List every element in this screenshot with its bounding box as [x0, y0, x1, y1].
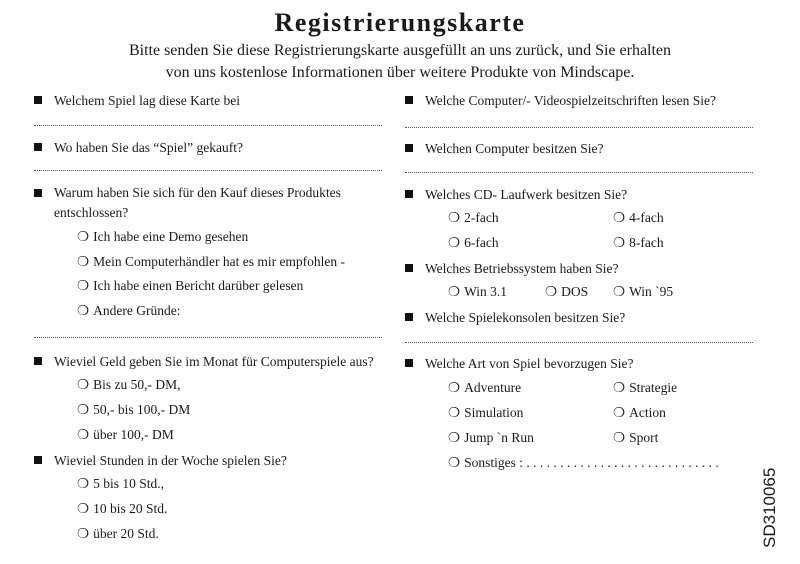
bullet-square-icon: [405, 264, 413, 272]
card-title: Registrierungskarte: [274, 8, 526, 37]
checkbox-circle-icon[interactable]: ❍: [613, 284, 626, 299]
option-genre-adventure[interactable]: [448, 380, 521, 396]
option-genre-simulation[interactable]: [448, 405, 523, 421]
question-magazines: [405, 91, 716, 111]
option-os-win31[interactable]: [448, 284, 507, 300]
option-label: über 20 Std.: [93, 526, 159, 541]
option-hours-1[interactable]: [77, 476, 164, 492]
option-os-win95[interactable]: [613, 284, 673, 300]
answer-line[interactable]: [34, 125, 382, 126]
option-label: 50,- bis 100,- DM: [93, 402, 191, 417]
intro-line-1: Bitte senden Sie diese Registrierungskarte ausgefüllt an uns zurück, und Sie erhalten: [128, 42, 672, 59]
question-label: Warum haben Sie sich für den Kauf dieses Produktes entschlossen?: [54, 185, 341, 220]
bullet-square-icon: [405, 144, 413, 152]
option-label: Simulation: [464, 405, 524, 420]
question-genre: [405, 354, 633, 374]
option-reason-demo[interactable]: [77, 229, 248, 245]
question-label: Welchem Spiel lag diese Karte bei: [54, 93, 240, 108]
answer-line[interactable]: [34, 337, 382, 338]
question-consoles: [405, 308, 625, 328]
bullet-square-icon: [34, 143, 42, 151]
option-os-dos[interactable]: [545, 284, 588, 300]
checkbox-circle-icon[interactable]: ❍: [77, 278, 90, 293]
question-os: [405, 259, 618, 279]
option-cd-8x[interactable]: [613, 235, 664, 251]
option-hours-2[interactable]: [77, 501, 167, 517]
option-hours-3[interactable]: [77, 526, 159, 542]
checkbox-circle-icon[interactable]: ❍: [448, 405, 461, 420]
option-cd-4x[interactable]: [613, 210, 664, 226]
question-label: Wo haben Sie das “Spiel” gekauft?: [54, 140, 243, 155]
question-label: Welchen Computer besitzen Sie?: [425, 141, 604, 156]
answer-line[interactable]: [405, 172, 753, 173]
question-game: [34, 91, 240, 111]
option-label: Win 3.1: [464, 284, 508, 299]
bullet-square-icon: [34, 357, 42, 365]
option-label: 6-fach: [464, 235, 499, 250]
checkbox-circle-icon[interactable]: ❍: [613, 405, 626, 420]
question-store: [34, 138, 243, 158]
option-label: über 100,- DM: [93, 427, 174, 442]
checkbox-circle-icon[interactable]: ❍: [448, 430, 461, 445]
product-code: SD310065: [760, 467, 779, 548]
option-budget-1[interactable]: [77, 377, 180, 393]
checkbox-circle-icon[interactable]: ❍: [613, 380, 626, 395]
bullet-square-icon: [405, 313, 413, 321]
option-label: 8-fach: [629, 235, 664, 250]
bullet-square-icon: [34, 189, 42, 197]
checkbox-circle-icon[interactable]: ❍: [545, 284, 558, 299]
option-label: Mein Computerhändler hat es mir empfohlen -: [93, 254, 346, 269]
bullet-square-icon: [405, 96, 413, 104]
option-label: Action: [629, 405, 666, 420]
checkbox-circle-icon[interactable]: ❍: [77, 526, 90, 541]
option-label: Bis zu 50,- DM,: [93, 377, 181, 392]
option-reason-review[interactable]: [77, 278, 303, 294]
checkbox-circle-icon[interactable]: ❍: [77, 427, 90, 442]
option-label: Adventure: [464, 380, 522, 395]
answer-line[interactable]: [34, 170, 382, 171]
option-genre-jumpnrun[interactable]: [448, 430, 534, 446]
option-label: Sonstiges : . . . . . . . . . . . . . . . . . . . . . . . . . . . . .: [464, 455, 719, 470]
option-genre-strategy[interactable]: [613, 380, 677, 396]
checkbox-circle-icon[interactable]: ❍: [77, 303, 90, 318]
option-label: Ich habe einen Bericht darüber gelesen: [93, 278, 304, 293]
checkbox-circle-icon[interactable]: ❍: [448, 455, 461, 470]
option-budget-3[interactable]: [77, 427, 174, 443]
question-hours: [34, 451, 287, 471]
option-label: Jump `n Run: [464, 430, 534, 445]
question-label: Welches CD- Laufwerk besitzen Sie?: [425, 187, 628, 202]
option-label: 4-fach: [629, 210, 664, 225]
option-budget-2[interactable]: [77, 402, 190, 418]
option-label: 5 bis 10 Std.,: [93, 476, 164, 491]
question-label: Welches Betriebssystem haben Sie?: [425, 261, 619, 276]
option-label: DOS: [561, 284, 589, 299]
option-cd-2x[interactable]: [448, 210, 499, 226]
option-reason-dealer[interactable]: [77, 254, 345, 270]
checkbox-circle-icon[interactable]: ❍: [448, 284, 461, 299]
answer-line[interactable]: [405, 127, 753, 128]
checkbox-circle-icon[interactable]: ❍: [77, 476, 90, 491]
option-label: Strategie: [629, 380, 678, 395]
checkbox-circle-icon[interactable]: ❍: [613, 210, 626, 225]
question-label: Welche Art von Spiel bevorzugen Sie?: [425, 356, 634, 371]
checkbox-circle-icon[interactable]: ❍: [77, 254, 90, 269]
bullet-square-icon: [34, 96, 42, 104]
option-genre-other[interactable]: [448, 455, 719, 471]
option-label: Sport: [629, 430, 659, 445]
checkbox-circle-icon[interactable]: ❍: [613, 430, 626, 445]
checkbox-circle-icon[interactable]: ❍: [77, 377, 90, 392]
checkbox-circle-icon[interactable]: ❍: [448, 380, 461, 395]
checkbox-circle-icon[interactable]: ❍: [77, 229, 90, 244]
option-label: Win `95: [629, 284, 674, 299]
bullet-square-icon: [34, 456, 42, 464]
option-label: 10 bis 20 Std.: [93, 501, 168, 516]
question-label: Wieviel Geld geben Sie im Monat für Computerspiele aus?: [54, 354, 374, 369]
option-cd-6x[interactable]: [448, 235, 499, 251]
bullet-square-icon: [405, 359, 413, 367]
checkbox-circle-icon[interactable]: ❍: [613, 235, 626, 250]
checkbox-circle-icon[interactable]: ❍: [77, 501, 90, 516]
checkbox-circle-icon[interactable]: ❍: [448, 210, 461, 225]
bullet-square-icon: [405, 190, 413, 198]
question-computer: [405, 139, 603, 159]
option-label: Ich habe eine Demo gesehen: [93, 229, 249, 244]
option-label: 2-fach: [464, 210, 499, 225]
answer-line[interactable]: [405, 342, 753, 343]
question-label: Welche Spielekonsolen besitzen Sie?: [425, 310, 626, 325]
question-cd-drive: [405, 185, 627, 205]
question-label: Welche Computer/- Videospielzeitschriften lesen Sie?: [425, 93, 717, 108]
question-label: Wieviel Stunden in der Woche spielen Sie?: [54, 453, 287, 468]
intro-line-2: von uns kostenlose Informationen über weitere Produkte von Mindscape.: [165, 64, 635, 81]
question-budget: [34, 352, 374, 372]
option-reason-other[interactable]: [77, 303, 180, 319]
option-genre-sport[interactable]: [613, 430, 658, 446]
option-genre-action[interactable]: [613, 405, 666, 421]
question-reason: [34, 183, 364, 223]
checkbox-circle-icon[interactable]: ❍: [77, 402, 90, 417]
checkbox-circle-icon[interactable]: ❍: [448, 235, 461, 250]
option-label: Andere Gründe:: [93, 303, 181, 318]
